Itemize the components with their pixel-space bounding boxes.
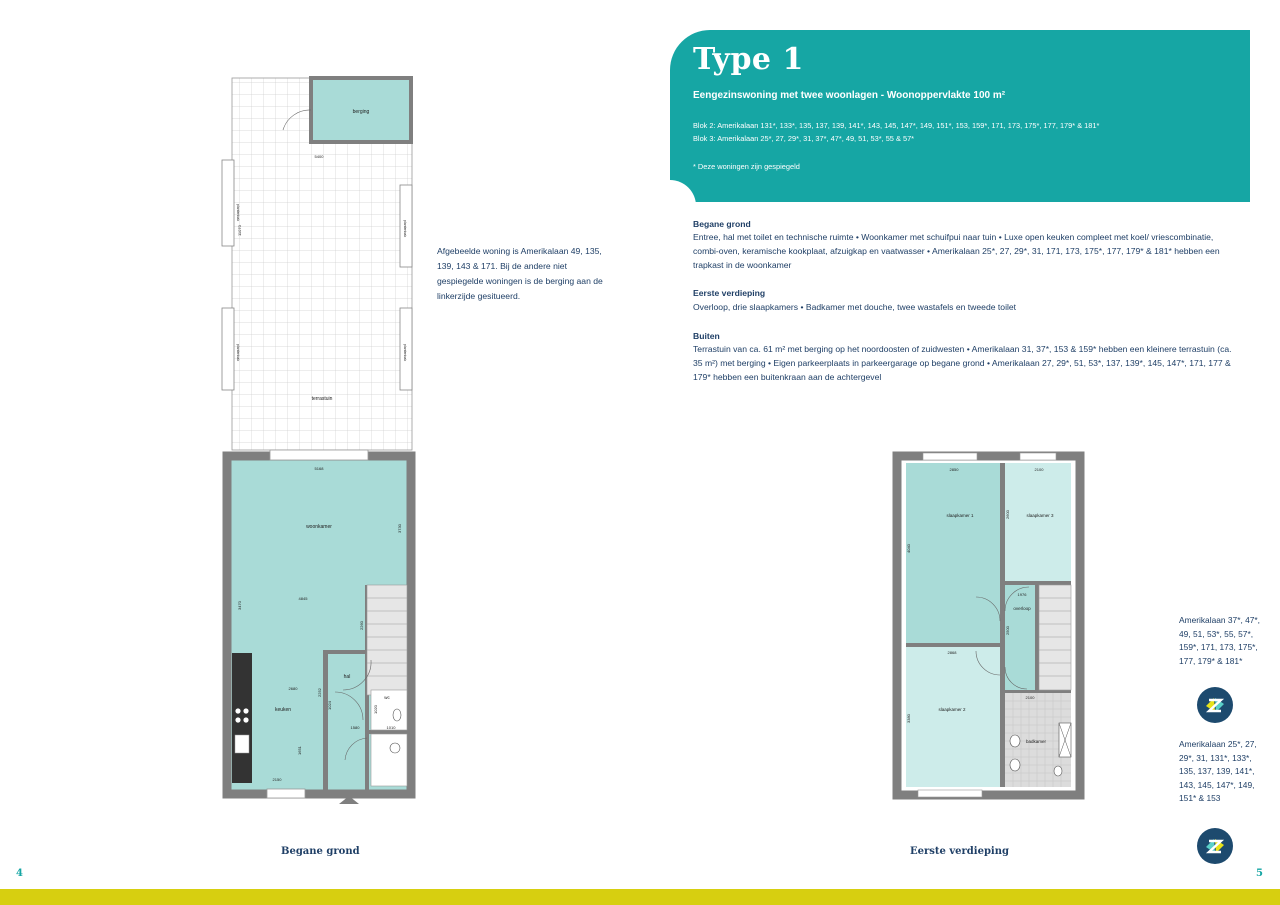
dim-1580: 1580 bbox=[350, 725, 360, 730]
dim-2500: 2500 bbox=[1005, 626, 1010, 635]
dim-2680: 2680 bbox=[288, 686, 298, 691]
dim-5168: 5168 bbox=[314, 466, 324, 471]
dim-1976: 1976 bbox=[1017, 592, 1027, 597]
caption-eerste-verdieping: Eerste verdieping bbox=[910, 846, 1009, 857]
dim-2868: 2868 bbox=[947, 650, 957, 655]
dim-2100: 2100 bbox=[1034, 467, 1044, 472]
room-slaapkamer-3 bbox=[1005, 463, 1071, 581]
section-heading-eerste-verdieping: Eerste verdieping bbox=[693, 288, 766, 298]
footer-bar bbox=[0, 889, 1280, 905]
first-floor-plan bbox=[888, 445, 1088, 800]
dim-3380: 3380 bbox=[906, 714, 911, 723]
page-number-right: 5 bbox=[1256, 868, 1263, 879]
page-subtitle: Eengezinswoning met twee woonlagen - Woonoppervlakte 100 m² bbox=[693, 90, 1006, 101]
room-slaapkamer-1 bbox=[906, 463, 1000, 643]
dim-1020: 1020 bbox=[373, 705, 378, 714]
page-number-left: 4 bbox=[16, 868, 23, 879]
dim-1651: 1651 bbox=[297, 746, 302, 755]
dim-4845: 4845 bbox=[298, 596, 308, 601]
dim-2100-b: 2100 bbox=[1025, 695, 1035, 700]
dim-2260: 2260 bbox=[359, 621, 364, 630]
dim-3470: 3470 bbox=[237, 601, 242, 610]
dim-2252: 2252 bbox=[317, 688, 322, 697]
plant-box bbox=[222, 160, 234, 246]
plant-label: plantenbak bbox=[403, 220, 407, 238]
dim-2850: 2850 bbox=[949, 467, 959, 472]
stairs bbox=[367, 585, 407, 695]
orientation-compass-icon bbox=[1197, 828, 1233, 864]
blok-3-addresses: Blok 3: Amerikalaan 25*, 27, 29*, 31, 37*, 47*, 49, 51, 53*, 55 & 57* bbox=[693, 134, 915, 143]
section-heading-buiten: Buiten bbox=[693, 331, 720, 341]
room-label-woonkamer: woonkamer bbox=[306, 524, 332, 530]
room-label-slaapkamer-2: slaapkamer 2 bbox=[938, 707, 966, 712]
dim-2600: 2600 bbox=[1005, 510, 1010, 519]
room-label-berging: berging bbox=[352, 109, 370, 115]
room-overloop bbox=[1005, 585, 1035, 690]
room-slaapkamer-2 bbox=[906, 647, 1000, 787]
room-label-keuken: keuken bbox=[274, 707, 292, 713]
room-label-badkamer: badkamer bbox=[1025, 739, 1047, 744]
plant-box bbox=[222, 308, 234, 390]
orientation-compass-icon bbox=[1197, 687, 1233, 723]
dim-11070: 11070 bbox=[237, 225, 242, 236]
page-title: Type 1 bbox=[693, 42, 804, 77]
right-note-1: Amerikalaan 37*, 47*, 49, 51, 53*, 55, 57*, 159*, 171, 173, 175*, 177, 179* & 181* bbox=[1179, 615, 1261, 666]
dim-3730: 3730 bbox=[397, 524, 402, 533]
plant-label: plantenbak bbox=[403, 344, 407, 362]
ground-floor-plan bbox=[215, 70, 425, 810]
room-label-slaapkamer-1: slaapkamer 1 bbox=[946, 513, 974, 518]
section-text-buiten: Terrastuin van ca. 61 m² met berging op het noordoosten of zuidwesten • Amerikalaan 31, 37*, 153 & 159* hebben een kleinere terrastuin (ca. 35 m²) met berging • Eigen parkeerplaats in parkeergarage op begane grond • Amerikalaan 27, 29*, 51, 53*, 137, 139*, 145, 147*, 171, 177 & 179* hebben een buitenkraan aan de achtergevel bbox=[693, 344, 1232, 382]
room-label-wc: wc bbox=[384, 695, 390, 700]
blok-2-addresses: Blok 2: Amerikalaan 131*, 133*, 135, 137, 139, 141*, 143, 145, 147*, 149, 151*, 153, 159*, 171, 173, 175*, 177, 179* & 181* bbox=[693, 121, 1100, 130]
mirror-note: * Deze woningen zijn gespiegeld bbox=[693, 162, 800, 171]
room-label-slaapkamer-3: slaapkamer 3 bbox=[1026, 513, 1054, 518]
dim-1024: 1024 bbox=[327, 701, 332, 710]
room-label-overloop: overloop bbox=[1013, 606, 1031, 611]
section-text-begane-grond: Entree, hal met toilet en technische ruimte • Woonkamer met schuifpui naar tuin • Luxe open keuken compleet met koel/ vriescombinatie, combi-oven, keramische kookplaat, afzuigkap en vaatwasser • Amerikalaan 25*, 27, 29*, 31, 171, 173, 175*, 177, 179* & 181* hebben een trapkast in de woonkamer bbox=[693, 232, 1220, 270]
room-label-hal: hal bbox=[343, 674, 351, 680]
plant-label: plantenbak bbox=[236, 204, 240, 222]
plant-label: plantenbak bbox=[236, 344, 240, 362]
dim-1010: 1010 bbox=[386, 725, 396, 730]
left-note: Afgebeelde woning is Amerikalaan 49, 135, 139, 143 & 171. Bij de andere niet gespiegelde woningen is de berging aan de linkerzijde gesitueerd. bbox=[437, 246, 603, 301]
room-label-terrastuin: terrastuin bbox=[311, 396, 333, 402]
dim-2150: 2150 bbox=[272, 777, 282, 782]
section-heading-begane-grond: Begane grond bbox=[693, 219, 751, 229]
dim-5400: 5400 bbox=[314, 154, 324, 159]
caption-begane-grond: Begane grond bbox=[281, 846, 360, 857]
dim-4040: 4040 bbox=[906, 544, 911, 553]
kitchen-counter bbox=[232, 653, 252, 783]
right-note-2: Amerikalaan 25*, 27, 29*, 31, 131*, 133*, 135, 137, 139, 141*, 143, 145, 147*, 149, 151* & 153 bbox=[1179, 739, 1257, 803]
stairs bbox=[1039, 585, 1071, 690]
section-text-eerste-verdieping: Overloop, drie slaapkamers • Badkamer met douche, twee wastafels en tweede toilet bbox=[693, 302, 1017, 312]
